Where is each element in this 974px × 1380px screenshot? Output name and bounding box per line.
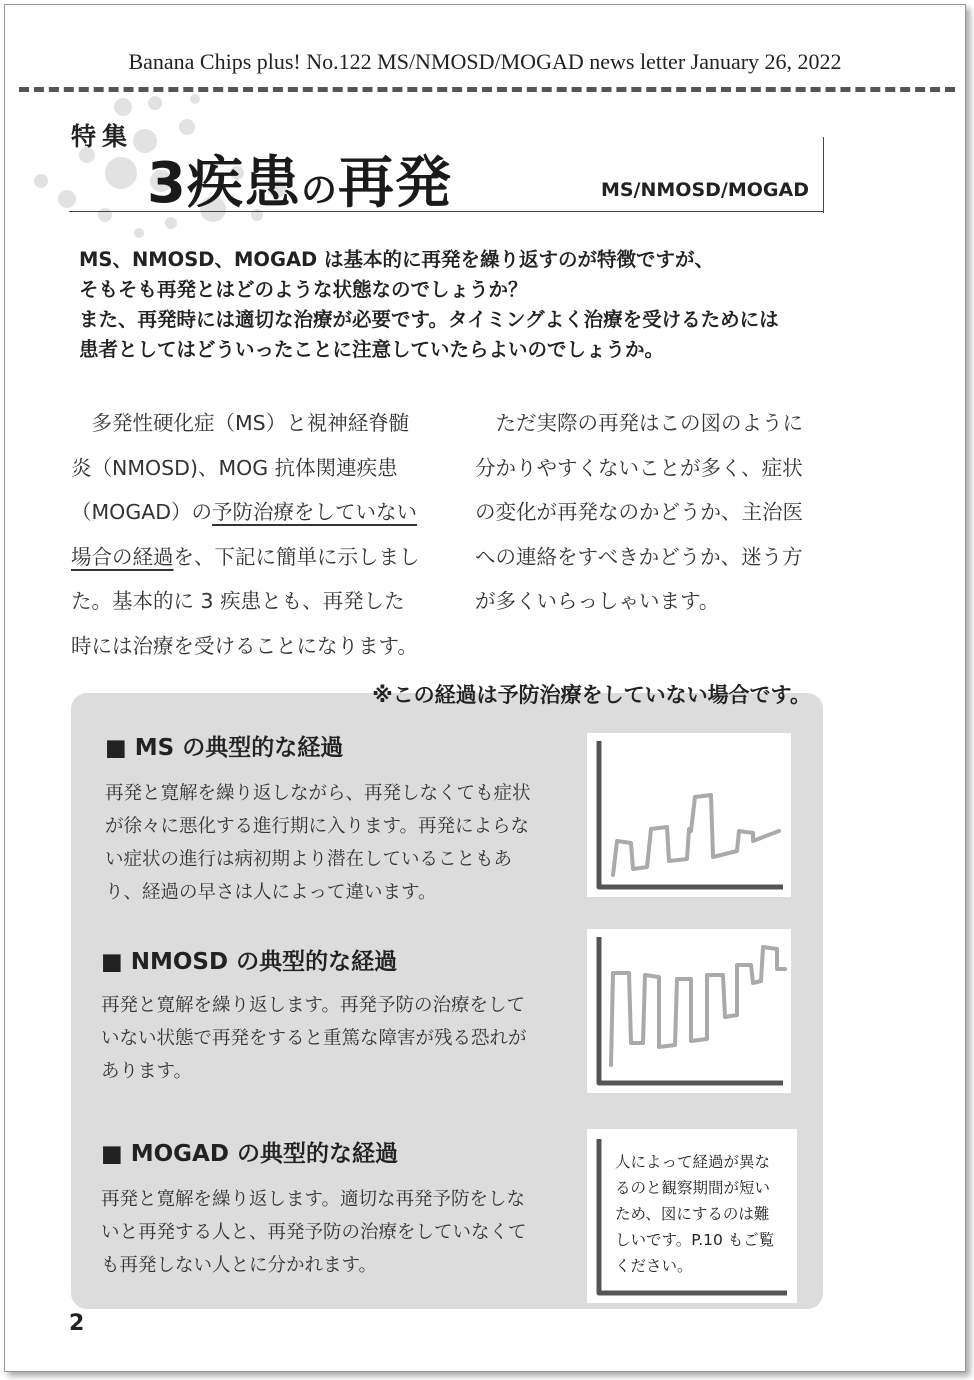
nmosd-heading: ■ NMOSD の典型的な経過 — [101, 949, 398, 975]
body-left-column — [71, 401, 431, 668]
title-part-2: 再発 — [337, 151, 452, 216]
lead-line: MS、NMOSD、MOGAD は基本的に再発を繰り返すのが特徴ですが、 — [79, 248, 715, 271]
body-line: た。基本的に 3 疾患とも、再発した — [71, 589, 405, 613]
title-underline — [69, 211, 823, 212]
mogad-note-line: しいです。P.10 もご覧 — [615, 1231, 775, 1249]
lead-paragraph — [79, 245, 839, 365]
body-line — [71, 490, 431, 535]
mogad-note-line: 人によって経過が異な — [615, 1153, 771, 1171]
mogad-box-note — [615, 1149, 774, 1279]
nmosd-course-illustration — [587, 929, 791, 1093]
nmosd-description — [101, 989, 527, 1088]
body-line: 分かりやすくないことが多く、症状 — [475, 455, 803, 480]
ms-heading: ■ MS の典型的な経過 — [105, 735, 344, 761]
running-header: Banana Chips plus! No.122 MS/NMOSD/MOGAD news letter January 26, 2022 — [128, 49, 842, 74]
mogad-line: いと再発する人と、再発予防の治療をしていなくて — [101, 1222, 527, 1243]
mogad-note-line: ため、図にするのは難 — [615, 1205, 770, 1223]
ms-line: り、経過の早さは人によって違います。 — [105, 882, 437, 903]
page-number: 2 — [69, 1311, 85, 1336]
body-text: （MOGAD）の — [71, 500, 213, 524]
ms-line: 再発と寛解を繰り返しながら、再発しなくても症状 — [105, 783, 531, 804]
panel-note: ※この経過は予防治療をしていない場合です。 — [372, 683, 811, 707]
title-particle: の — [300, 170, 338, 211]
feature-subject: MS/NMOSD/MOGAD — [600, 179, 809, 201]
body-line: 多発性硬化症（MS）と視神経脊髄 — [71, 411, 410, 435]
body-text: を、下記に簡単に示しまし — [173, 544, 420, 569]
mogad-line: 再発と寛解を繰り返します。適切な再発予防をしな — [101, 1189, 526, 1210]
body-line: 炎（NMOSD)、MOG 抗体関連疾患 — [71, 455, 398, 480]
header-dashed-divider — [19, 87, 955, 92]
underlined-text: 予防治療をしていない — [212, 500, 418, 524]
lead-line: また、再発時には適切な治療が必要です。タイミングよく治療を受けるためには — [79, 308, 779, 331]
newsletter-page — [4, 4, 966, 1372]
mogad-line: も再発しない人とに分かれます。 — [101, 1255, 378, 1276]
ms-line: い症状の進行は病初期より潜在していることもあ — [105, 849, 513, 870]
title-part-1: 3疾患 — [147, 151, 301, 216]
feature-title — [147, 139, 452, 219]
body-right-column — [475, 401, 835, 624]
mogad-description — [101, 1183, 527, 1282]
body-line: が多くいらっしゃいます。 — [475, 589, 720, 613]
nmosd-line: あります。 — [101, 1061, 193, 1082]
feature-label: 特集 — [71, 122, 134, 151]
ms-line: が徐々に悪化する進行期に入ります。再発によらな — [105, 816, 530, 837]
lead-line: 患者としてはどういったことに注意していたらよいのでしょうか。 — [79, 338, 665, 361]
mogad-course-box — [587, 1129, 797, 1303]
underlined-text: 場合の経過 — [71, 544, 174, 569]
title-side-rule — [823, 137, 824, 213]
body-line: 時には治療を受けることになります。 — [71, 633, 418, 658]
nmosd-line: 再発と寛解を繰り返します。再発予防の治療をして — [101, 995, 526, 1016]
body-line: への連絡をすべきかどうか、迷う方 — [475, 544, 803, 569]
mogad-heading: ■ MOGAD の典型的な経過 — [101, 1141, 398, 1167]
mogad-note-line: るのと観察期間が短い — [615, 1179, 771, 1197]
lead-line: そもそも再発とはどのような状態なのでしょうか？ — [79, 278, 528, 301]
nmosd-line: いない状態で再発をすると重篤な障害が残る恐れが — [101, 1028, 527, 1049]
ms-description — [105, 777, 531, 909]
mogad-note-line: ください。 — [615, 1257, 693, 1275]
body-line: ただ実際の再発はこの図のように — [475, 411, 803, 435]
ms-course-illustration — [587, 733, 791, 897]
body-line: の変化が再発なのかどうか、主治医 — [475, 500, 803, 524]
body-line — [71, 535, 431, 580]
